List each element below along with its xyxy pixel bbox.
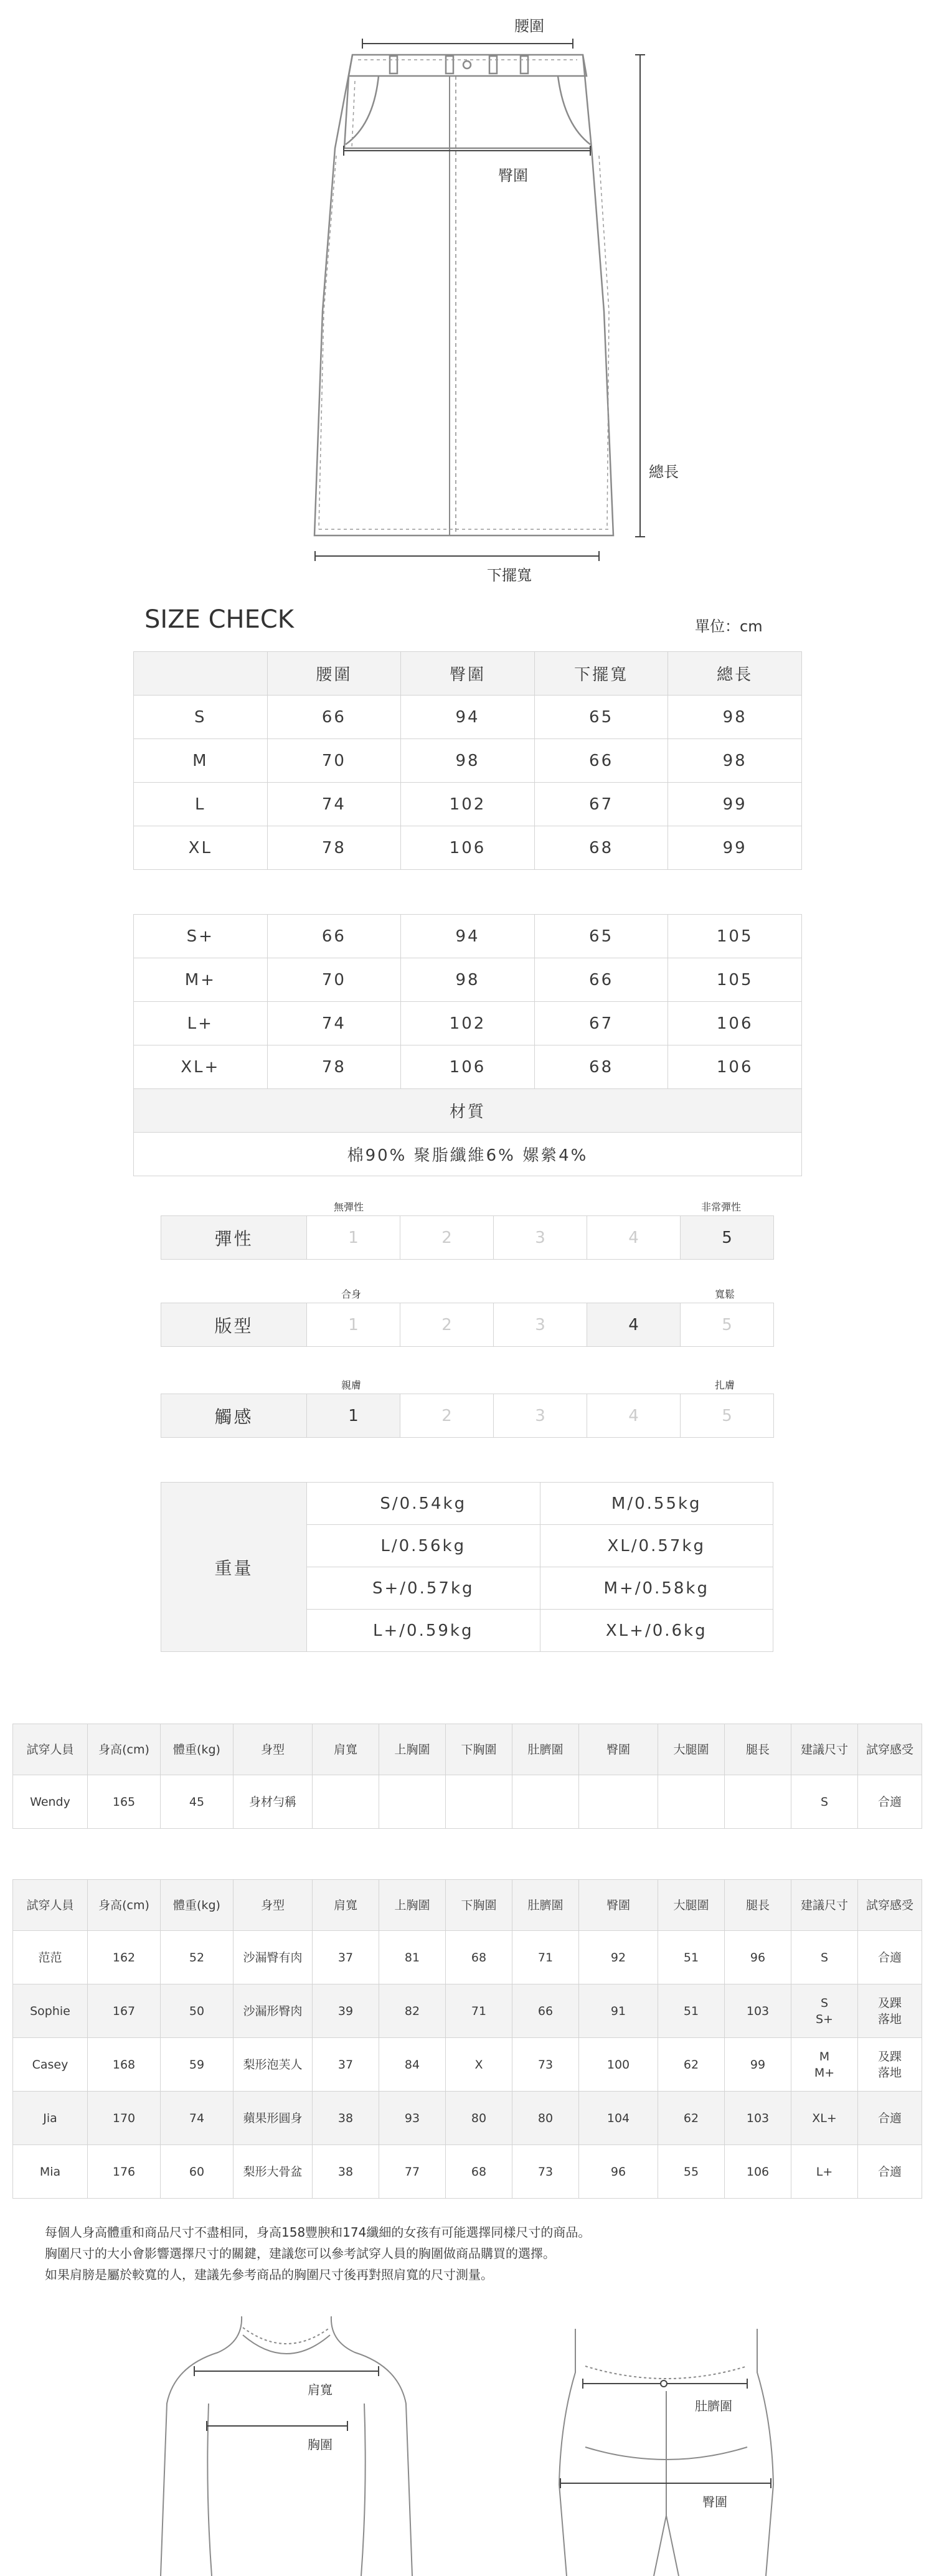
model-cell bbox=[658, 1775, 725, 1829]
model-cell: 沙漏臀有肉 bbox=[234, 1931, 313, 1984]
model-cell: 162 bbox=[88, 1931, 161, 1984]
header-cell: 身高(cm) bbox=[88, 1724, 161, 1775]
value-cell: 106 bbox=[668, 1045, 802, 1089]
hem-label: 下擺寬 bbox=[487, 567, 532, 584]
model-cell: 合適 bbox=[858, 1775, 922, 1829]
model-cell: 93 bbox=[379, 2092, 446, 2145]
header-cell: 下擺寬 bbox=[534, 652, 668, 696]
value-cell: 98 bbox=[401, 958, 535, 1002]
model-cell bbox=[379, 1775, 446, 1829]
size-check-title: SIZE CHECK bbox=[144, 605, 295, 634]
weight-cell: M+/0.58kg bbox=[540, 1567, 773, 1610]
value-cell: 70 bbox=[267, 739, 401, 783]
model-cell: 合適 bbox=[858, 2092, 922, 2145]
model-header-row bbox=[13, 1724, 922, 1775]
value-cell: 65 bbox=[534, 915, 668, 958]
model-cell: 71 bbox=[512, 1931, 579, 1984]
model-cell: X bbox=[446, 2038, 512, 2092]
model-cell bbox=[512, 1775, 579, 1829]
table-row bbox=[13, 2145, 922, 2199]
length-label: 總長 bbox=[649, 463, 679, 481]
value-cell: 106 bbox=[401, 826, 535, 870]
model-table-2 bbox=[12, 1879, 922, 2199]
header-cell: 肩寬 bbox=[313, 1724, 379, 1775]
unit-label: 單位：cm bbox=[695, 618, 763, 635]
model-cell: 176 bbox=[88, 2145, 161, 2199]
model-cell: Sophie bbox=[13, 1984, 88, 2038]
table-row bbox=[13, 1931, 922, 1984]
weight-label: 重量 bbox=[161, 1483, 307, 1652]
model-cell: S bbox=[791, 1775, 858, 1829]
value-cell: 102 bbox=[401, 1002, 535, 1045]
model-cell: 81 bbox=[379, 1931, 446, 1984]
model-cell: 59 bbox=[161, 2038, 234, 2092]
scale-low-label: 合身 bbox=[341, 1288, 362, 1300]
model-cell: 38 bbox=[313, 2145, 379, 2199]
value-cell: 78 bbox=[267, 1045, 401, 1089]
hip-figure-label: 臀圍 bbox=[702, 2494, 727, 2509]
value-cell: 66 bbox=[267, 915, 401, 958]
header-cell: 腿長 bbox=[725, 1880, 791, 1931]
chest-label: 胸圍 bbox=[308, 2437, 333, 2452]
header-cell: 上胸圍 bbox=[379, 1724, 446, 1775]
scale-option: 4 bbox=[587, 1216, 681, 1260]
scale-high-label: 扎膚 bbox=[715, 1379, 735, 1391]
header-cell: 身高(cm) bbox=[88, 1880, 161, 1931]
header-cell: 身型 bbox=[234, 1724, 313, 1775]
scale-texture bbox=[161, 1377, 774, 1438]
model-cell: 45 bbox=[161, 1775, 234, 1829]
value-cell: 66 bbox=[534, 739, 668, 783]
value-cell: 98 bbox=[401, 739, 535, 783]
model-cell: XL+ bbox=[791, 2092, 858, 2145]
value-cell: 105 bbox=[668, 915, 802, 958]
scale-option: 4 bbox=[587, 1394, 681, 1438]
value-cell: 94 bbox=[401, 696, 535, 739]
model-cell: 100 bbox=[579, 2038, 658, 2092]
header-cell: 體重(kg) bbox=[161, 1880, 234, 1931]
model-cell: 71 bbox=[446, 1984, 512, 2038]
scale-option: 3 bbox=[494, 1394, 587, 1438]
model-cell: 38 bbox=[313, 2092, 379, 2145]
table-row bbox=[134, 958, 802, 1002]
header-cell: 臀圍 bbox=[579, 1724, 658, 1775]
value-cell: 65 bbox=[534, 696, 668, 739]
model-cell: S bbox=[791, 1931, 858, 1984]
note-line: 胸圍尺寸的大小會影響選擇尺寸的關鍵，建議您可以參考試穿人員的胸圍做商品購買的選擇。 bbox=[45, 2246, 555, 2261]
value-cell: 74 bbox=[267, 1002, 401, 1045]
material-header-row bbox=[134, 1089, 802, 1133]
scale-option: 2 bbox=[400, 1216, 494, 1260]
weight-cell: XL/0.57kg bbox=[540, 1525, 773, 1567]
model-cell bbox=[313, 1775, 379, 1829]
table-row bbox=[13, 2038, 922, 2092]
scale-option-selected: 1 bbox=[307, 1394, 400, 1438]
navel-label: 肚臍圍 bbox=[695, 2399, 732, 2413]
model-cell: 99 bbox=[725, 2038, 791, 2092]
model-cell: 合適 bbox=[858, 2145, 922, 2199]
value-cell: 94 bbox=[401, 915, 535, 958]
value-cell: 105 bbox=[668, 958, 802, 1002]
model-cell: 80 bbox=[446, 2092, 512, 2145]
weight-cell: M/0.55kg bbox=[540, 1483, 773, 1525]
size-table bbox=[133, 651, 802, 870]
size-cell: S+ bbox=[134, 915, 268, 958]
model-cell: 73 bbox=[512, 2145, 579, 2199]
weight-cell: L/0.56kg bbox=[307, 1525, 540, 1567]
model-cell: 52 bbox=[161, 1931, 234, 1984]
size-cell: M bbox=[134, 739, 268, 783]
model-cell: Wendy bbox=[13, 1775, 88, 1829]
model-cell: 62 bbox=[658, 2092, 725, 2145]
scale-option-selected: 4 bbox=[587, 1303, 681, 1347]
note-line: 每個人身高體重和商品尺寸不盡相同，身高158豐腴和174纖細的女孩有可能選擇同樣尺寸的商品。 bbox=[45, 2225, 591, 2240]
weight-cell: XL+/0.6kg bbox=[540, 1610, 773, 1652]
scale-option: 2 bbox=[400, 1303, 494, 1347]
scale-option: 3 bbox=[494, 1216, 587, 1260]
model-cell: 沙漏形臀肉 bbox=[234, 1984, 313, 2038]
table-row bbox=[134, 915, 802, 958]
value-cell: 68 bbox=[534, 826, 668, 870]
model-cell: 103 bbox=[725, 2092, 791, 2145]
skirt-diagram bbox=[0, 0, 934, 598]
model-cell: 39 bbox=[313, 1984, 379, 2038]
size-cell: M+ bbox=[134, 958, 268, 1002]
header-cell: 大腿圍 bbox=[658, 1880, 725, 1931]
scale-high-label: 寬鬆 bbox=[715, 1288, 735, 1300]
model-cell: 62 bbox=[658, 2038, 725, 2092]
weight-cell: L+/0.59kg bbox=[307, 1610, 540, 1652]
size-cell: S bbox=[134, 696, 268, 739]
value-cell: 106 bbox=[401, 1045, 535, 1089]
model-cell: 37 bbox=[313, 1931, 379, 1984]
model-cell: 及踝 落地 bbox=[858, 1984, 922, 2038]
scale-option: 5 bbox=[681, 1394, 774, 1438]
header-cell: 臀圍 bbox=[579, 1880, 658, 1931]
model-cell: 50 bbox=[161, 1984, 234, 2038]
model-cell: 51 bbox=[658, 1931, 725, 1984]
scale-option: 2 bbox=[400, 1394, 494, 1438]
value-cell: 67 bbox=[534, 783, 668, 826]
header-cell: 身型 bbox=[234, 1880, 313, 1931]
header-cell: 肚臍圍 bbox=[512, 1724, 579, 1775]
scale-elasticity bbox=[161, 1199, 774, 1260]
scale-option-selected: 5 bbox=[681, 1216, 774, 1260]
scale-fit bbox=[161, 1286, 774, 1347]
model-cell: 60 bbox=[161, 2145, 234, 2199]
value-cell: 68 bbox=[534, 1045, 668, 1089]
scale-name: 觸感 bbox=[161, 1394, 307, 1438]
scale-option: 3 bbox=[494, 1303, 587, 1347]
header-cell bbox=[134, 652, 268, 696]
model-cell: 91 bbox=[579, 1984, 658, 2038]
size-table-header bbox=[134, 652, 802, 696]
table-row bbox=[134, 739, 802, 783]
header-cell: 建議尺寸 bbox=[791, 1880, 858, 1931]
weight-cell: S+/0.57kg bbox=[307, 1567, 540, 1610]
header-cell: 下胸圍 bbox=[446, 1724, 512, 1775]
model-cell: 104 bbox=[579, 2092, 658, 2145]
model-cell: 167 bbox=[88, 1984, 161, 2038]
weight-cell: S/0.54kg bbox=[307, 1483, 540, 1525]
model-cell: 66 bbox=[512, 1984, 579, 2038]
size-cell: L+ bbox=[134, 1002, 268, 1045]
model-cell: 82 bbox=[379, 1984, 446, 2038]
model-cell: 51 bbox=[658, 1984, 725, 2038]
header-cell: 建議尺寸 bbox=[791, 1724, 858, 1775]
table-row bbox=[13, 1984, 922, 2038]
model-cell bbox=[446, 1775, 512, 1829]
model-cell: 74 bbox=[161, 2092, 234, 2145]
header-cell: 肚臍圍 bbox=[512, 1880, 579, 1931]
model-cell: 96 bbox=[725, 1931, 791, 1984]
model-cell: 84 bbox=[379, 2038, 446, 2092]
value-cell: 99 bbox=[668, 783, 802, 826]
material-value: 棉90% 聚脂纖維6% 嫘縈4% bbox=[134, 1133, 802, 1176]
size-table-plus bbox=[133, 914, 802, 1176]
model-cell: 68 bbox=[446, 1931, 512, 1984]
model-cell: 80 bbox=[512, 2092, 579, 2145]
model-cell: 92 bbox=[579, 1931, 658, 1984]
header-cell: 試穿感受 bbox=[858, 1880, 922, 1931]
table-row bbox=[134, 696, 802, 739]
model-cell: 身材勻稱 bbox=[234, 1775, 313, 1829]
header-cell: 肩寬 bbox=[313, 1880, 379, 1931]
model-cell: Casey bbox=[13, 2038, 88, 2092]
table-row bbox=[13, 2092, 922, 2145]
header-cell: 體重(kg) bbox=[161, 1724, 234, 1775]
notes bbox=[45, 2222, 590, 2285]
scale-option: 1 bbox=[307, 1303, 400, 1347]
model-cell: 165 bbox=[88, 1775, 161, 1829]
model-cell: 合適 bbox=[858, 1931, 922, 1984]
scale-high-label: 非常彈性 bbox=[701, 1201, 742, 1213]
model-cell: 梨形泡芙人 bbox=[234, 2038, 313, 2092]
table-row bbox=[13, 1775, 922, 1829]
weight-table bbox=[161, 1482, 773, 1652]
model-cell: 170 bbox=[88, 2092, 161, 2145]
header-cell: 試穿人員 bbox=[13, 1724, 88, 1775]
lower-body-figure bbox=[548, 2329, 785, 2576]
model-cell: 68 bbox=[446, 2145, 512, 2199]
model-cell: S S+ bbox=[791, 1984, 858, 2038]
value-cell: 102 bbox=[401, 783, 535, 826]
model-cell: M M+ bbox=[791, 2038, 858, 2092]
model-cell: 96 bbox=[579, 2145, 658, 2199]
model-cell: 55 bbox=[658, 2145, 725, 2199]
value-cell: 66 bbox=[267, 696, 401, 739]
model-cell: L+ bbox=[791, 2145, 858, 2199]
header-cell: 腿長 bbox=[725, 1724, 791, 1775]
value-cell: 99 bbox=[668, 826, 802, 870]
model-cell: 73 bbox=[512, 2038, 579, 2092]
header-cell: 總長 bbox=[668, 652, 802, 696]
model-cell: 蘋果形圓身 bbox=[234, 2092, 313, 2145]
value-cell: 70 bbox=[267, 958, 401, 1002]
table-row bbox=[134, 783, 802, 826]
model-cell: Mia bbox=[13, 2145, 88, 2199]
header-cell: 臀圍 bbox=[401, 652, 535, 696]
table-row bbox=[134, 826, 802, 870]
waist-label: 腰圍 bbox=[514, 17, 544, 35]
note-line: 如果肩膀是屬於較寬的人，建議先參考商品的胸圍尺寸後再對照肩寬的尺寸測量。 bbox=[45, 2267, 493, 2282]
shoulder-label: 肩寬 bbox=[308, 2382, 333, 2397]
header-cell: 試穿人員 bbox=[13, 1880, 88, 1931]
scale-low-label: 親膚 bbox=[341, 1379, 362, 1391]
value-cell: 78 bbox=[267, 826, 401, 870]
model-cell: 168 bbox=[88, 2038, 161, 2092]
model-cell: 37 bbox=[313, 2038, 379, 2092]
table-row bbox=[134, 1002, 802, 1045]
model-header-row bbox=[13, 1880, 922, 1931]
value-cell: 66 bbox=[534, 958, 668, 1002]
header-cell: 腰圍 bbox=[267, 652, 401, 696]
header-cell: 大腿圍 bbox=[658, 1724, 725, 1775]
model-cell: 103 bbox=[725, 1984, 791, 2038]
table-row bbox=[134, 1045, 802, 1089]
model-cell: Jia bbox=[13, 2092, 88, 2145]
scale-name: 彈性 bbox=[161, 1216, 307, 1260]
value-cell: 98 bbox=[668, 696, 802, 739]
value-cell: 98 bbox=[668, 739, 802, 783]
model-cell: 梨形大骨盆 bbox=[234, 2145, 313, 2199]
scale-low-label: 無彈性 bbox=[334, 1201, 364, 1213]
scale-name: 版型 bbox=[161, 1303, 307, 1347]
material-label: 材質 bbox=[134, 1089, 802, 1133]
material-value-row bbox=[134, 1133, 802, 1176]
size-cell: XL+ bbox=[134, 1045, 268, 1089]
header-cell: 下胸圍 bbox=[446, 1880, 512, 1931]
scale-option: 1 bbox=[307, 1216, 400, 1260]
upper-body-figure bbox=[149, 2316, 423, 2576]
model-table-1 bbox=[12, 1724, 922, 1829]
value-cell: 67 bbox=[534, 1002, 668, 1045]
model-cell: 及踝 落地 bbox=[858, 2038, 922, 2092]
model-cell: 范范 bbox=[13, 1931, 88, 1984]
model-cell: 106 bbox=[725, 2145, 791, 2199]
header-cell: 試穿感受 bbox=[858, 1724, 922, 1775]
size-cell: L bbox=[134, 783, 268, 826]
value-cell: 106 bbox=[668, 1002, 802, 1045]
model-cell: 77 bbox=[379, 2145, 446, 2199]
model-cell bbox=[725, 1775, 791, 1829]
header-cell: 上胸圍 bbox=[379, 1880, 446, 1931]
hip-label: 臀圍 bbox=[498, 167, 528, 184]
scale-option: 5 bbox=[681, 1303, 774, 1347]
model-cell bbox=[579, 1775, 658, 1829]
value-cell: 74 bbox=[267, 783, 401, 826]
size-cell: XL bbox=[134, 826, 268, 870]
